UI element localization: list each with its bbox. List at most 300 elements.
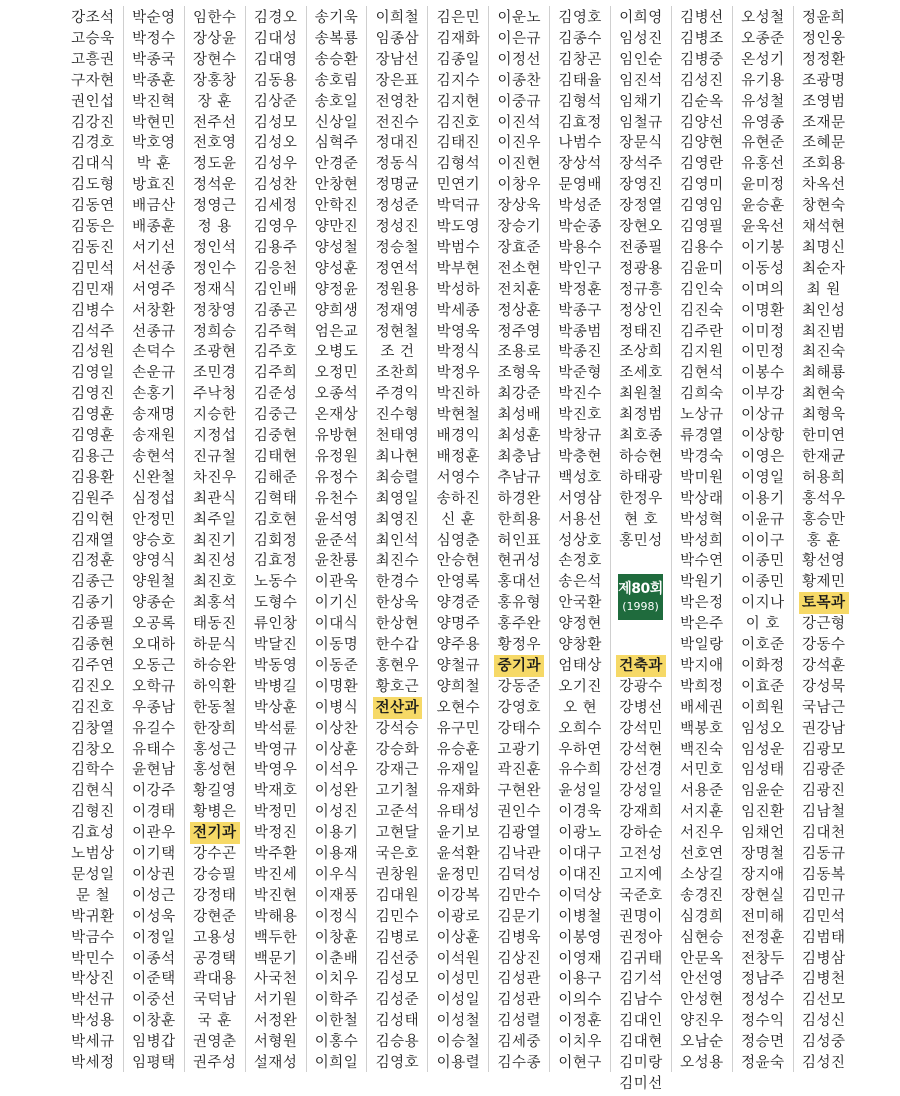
name-entry: 조영범 <box>801 93 846 110</box>
name-entry: 임종삼 <box>375 30 420 47</box>
name-entry: 이승철 <box>436 1034 481 1051</box>
name-entry: 김영필 <box>680 219 724 235</box>
name-entry: 정동식 <box>375 156 420 173</box>
name-entry: 이윤규 <box>741 511 785 528</box>
name-entry: 이은규 <box>497 30 541 47</box>
name-entry: 유성철 <box>741 93 785 110</box>
name-entry: 국은호 <box>375 846 420 862</box>
name-entry: 고광기 <box>497 741 541 758</box>
name-entry: 한희용 <box>497 511 541 528</box>
name-entry: 한재균 <box>801 448 846 465</box>
name-entry: 김용근 <box>71 448 115 465</box>
name-entry: 최진호 <box>192 574 237 591</box>
name-entry: 이종민 <box>741 574 785 591</box>
name-entry: 김형석 <box>558 93 602 110</box>
name-entry: 정석운 <box>192 177 237 194</box>
name-entry: 양성훈 <box>314 260 359 277</box>
name-entry: 양명주 <box>436 616 481 633</box>
name-entry: 차옥선 <box>801 177 846 194</box>
name-entry: 곽대용 <box>192 971 237 988</box>
name-entry: 백진숙 <box>680 741 724 758</box>
name-entry: 구현완 <box>497 783 541 800</box>
name-entry: 안경준 <box>314 156 359 173</box>
name-entry: 최승렬 <box>375 469 420 486</box>
name-entry: 박석륜 <box>253 720 298 737</box>
name-entry: 김진숙 <box>680 302 724 319</box>
name-entry: 고현달 <box>375 825 420 842</box>
name-entry: 유태수 <box>132 741 176 758</box>
name-entry: 국남근 <box>801 699 846 716</box>
name-entry: 장현오 <box>619 219 663 235</box>
name-entry: 이강복 <box>436 887 481 904</box>
name-entry: 우종남 <box>132 699 176 716</box>
name-entry: 이석원 <box>436 950 481 967</box>
name-entry: 박달진 <box>253 637 298 653</box>
name-entry: 윤찬룡 <box>314 553 359 570</box>
name-entry: 오성철 <box>741 10 785 26</box>
name-entry: 박덕규 <box>436 198 481 215</box>
name-entry: 이재풍 <box>314 887 359 904</box>
name-entry: 황길영 <box>192 783 237 800</box>
name-entry: 박세규 <box>71 1034 115 1051</box>
name-entry: 장상욱 <box>497 198 541 215</box>
name-entry: 임병갑 <box>132 1034 176 1051</box>
name-entry: 하익환 <box>192 678 237 695</box>
department-label: 중기과 <box>494 655 544 677</box>
name-entry: 정원용 <box>375 281 420 298</box>
name-entry: 임진석 <box>619 72 663 89</box>
name-entry: 김영훈 <box>71 407 115 424</box>
name-entry: 김광모 <box>801 741 846 758</box>
roster-column <box>368 6 429 1072</box>
name-entry: 김미랑 <box>619 1055 663 1071</box>
name-entry: 윤석영 <box>314 511 359 528</box>
name-entry: 최진숙 <box>801 344 846 361</box>
name-entry: 이대구 <box>558 846 602 862</box>
name-entry: 김종근 <box>71 574 115 591</box>
name-entry: 임한수 <box>192 10 237 26</box>
name-entry: 배정훈 <box>436 448 481 465</box>
name-entry: 최 원 <box>806 281 841 298</box>
name-entry: 김성준 <box>375 992 420 1009</box>
name-entry: 서선종 <box>132 260 176 277</box>
name-entry: 민연기 <box>436 177 481 194</box>
name-entry: 임채언 <box>741 825 785 842</box>
name-entry: 우하연 <box>558 741 602 758</box>
name-entry: 차진우 <box>192 469 237 486</box>
name-entry: 조혜문 <box>801 135 846 152</box>
name-entry: 안영록 <box>436 574 481 591</box>
name-entry: 이희철 <box>375 10 420 26</box>
name-entry: 김회정 <box>253 532 298 549</box>
name-entry: 오동근 <box>132 657 176 674</box>
name-entry: 이용기 <box>314 825 359 842</box>
name-entry: 최진범 <box>801 323 846 340</box>
name-entry: 손정호 <box>558 553 602 570</box>
name-entry: 황정우 <box>497 637 541 653</box>
name-entry: 김익현 <box>71 511 115 528</box>
name-entry: 이창우 <box>497 177 541 194</box>
name-entry: 송재명 <box>132 407 176 424</box>
name-entry: 안성현 <box>680 992 724 1009</box>
name-entry: 최영진 <box>375 511 420 528</box>
name-entry: 이준택 <box>132 971 176 988</box>
name-entry: 황호근 <box>375 678 420 695</box>
name-entry: 선호연 <box>680 846 724 862</box>
name-entry: 권주성 <box>192 1055 237 1071</box>
name-entry: 김진오 <box>71 678 115 695</box>
name-entry: 이부강 <box>741 386 785 403</box>
name-entry: 주경익 <box>375 386 420 403</box>
name-entry: 김종기 <box>71 595 115 612</box>
name-entry: 박종구 <box>558 302 602 319</box>
name-entry: 강승필 <box>192 866 237 883</box>
name-entry: 김영임 <box>680 198 724 215</box>
name-entry: 강석훈 <box>801 657 846 674</box>
roster-column <box>794 6 854 1072</box>
name-entry: 조광현 <box>192 344 237 361</box>
name-entry: 홍 훈 <box>806 532 841 549</box>
name-entry: 이영은 <box>741 448 785 465</box>
name-entry: 김준성 <box>253 386 298 403</box>
name-entry: 김지수 <box>436 72 481 89</box>
name-entry: 박현민 <box>132 114 176 131</box>
name-entry: 김성원 <box>71 344 115 361</box>
name-entry: 정연석 <box>375 260 420 277</box>
department-label: 전기과 <box>190 822 240 844</box>
name-entry: 이강주 <box>132 783 176 800</box>
name-entry: 박재호 <box>253 783 298 800</box>
name-entry: 이 호 <box>745 616 780 633</box>
name-entry: 박세정 <box>71 1055 115 1071</box>
name-entry: 김도형 <box>71 177 115 194</box>
name-entry: 이동준 <box>314 657 359 674</box>
name-entry: 최나현 <box>375 448 420 465</box>
name-entry: 장 훈 <box>197 93 232 110</box>
name-entry: 김민수 <box>375 908 420 925</box>
name-entry: 김주란 <box>680 323 724 340</box>
name-entry: 손덕수 <box>132 344 176 361</box>
roster-column <box>611 6 672 1092</box>
name-entry: 김창열 <box>71 720 115 737</box>
name-entry: 이희원 <box>741 699 785 716</box>
name-entry: 조세호 <box>619 365 663 382</box>
name-entry: 윤성일 <box>558 783 602 800</box>
name-entry: 김대영 <box>253 51 298 68</box>
name-entry: 김수종 <box>497 1055 541 1071</box>
name-entry: 김진호 <box>436 114 481 131</box>
name-entry: 김만수 <box>497 887 541 904</box>
name-entry: 이성완 <box>314 783 359 800</box>
name-entry: 김중현 <box>253 428 298 444</box>
name-entry: 홍승만 <box>801 511 846 528</box>
name-entry: 최원철 <box>619 386 663 403</box>
name-entry: 김형석 <box>436 156 481 173</box>
name-entry: 신완철 <box>132 469 176 486</box>
name-entry: 유수희 <box>558 762 602 779</box>
name-entry: 양희철 <box>436 678 481 695</box>
name-entry: 최홍석 <box>192 595 237 612</box>
name-entry: 이동명 <box>314 637 359 653</box>
name-entry: 최충남 <box>497 448 541 465</box>
name-entry: 이희영 <box>619 10 663 26</box>
name-entry: 서진우 <box>680 825 724 842</box>
name-entry: 전치훈 <box>497 281 541 298</box>
name-entry: 박진하 <box>436 386 481 403</box>
name-entry: 배세권 <box>680 699 724 716</box>
name-entry: 윤기보 <box>436 825 481 842</box>
name-entry: 김성렬 <box>497 1013 541 1030</box>
name-entry: 김병삼 <box>801 950 846 967</box>
name-entry: 오종준 <box>741 30 785 47</box>
name-entry: 김상진 <box>497 950 541 967</box>
name-entry: 이성철 <box>436 1013 481 1030</box>
name-entry: 이대진 <box>558 866 602 883</box>
name-entry: 권인섭 <box>71 93 115 110</box>
name-entry: 정현철 <box>375 323 420 340</box>
name-entry: 김석주 <box>71 323 115 340</box>
name-entry: 김순옥 <box>680 93 724 110</box>
name-entry: 서영주 <box>132 281 176 298</box>
name-entry: 강승화 <box>375 741 420 758</box>
name-entry: 심경희 <box>680 908 724 925</box>
name-entry: 유구민 <box>436 720 481 737</box>
name-entry: 양경준 <box>436 595 481 612</box>
name-entry: 이며의 <box>741 281 785 298</box>
name-entry: 임성오 <box>741 720 785 737</box>
name-entry: 권정아 <box>619 929 663 946</box>
name-entry: 유현준 <box>741 135 785 152</box>
roster-column <box>124 6 185 1072</box>
name-entry: 장문식 <box>619 135 663 152</box>
name-entry: 권인수 <box>497 804 541 821</box>
name-entry: 이병식 <box>314 699 359 716</box>
name-entry: 강석현 <box>619 741 663 758</box>
name-entry: 유재화 <box>436 783 481 800</box>
name-entry: 김주연 <box>71 657 115 674</box>
name-entry: 전진수 <box>375 114 420 131</box>
name-entry: 고흥권 <box>71 51 115 68</box>
name-entry: 이성일 <box>436 992 481 1009</box>
name-entry: 김민석 <box>71 260 115 277</box>
name-entry: 윤미정 <box>741 177 785 194</box>
name-entry: 박원기 <box>680 574 724 591</box>
name-entry: 손홍기 <box>132 386 176 403</box>
name-entry: 오병도 <box>314 344 359 361</box>
name-entry: 박진세 <box>253 866 298 883</box>
name-entry: 사국천 <box>253 971 298 988</box>
name-entry: 정창영 <box>192 302 237 319</box>
name-entry: 백성호 <box>558 469 602 486</box>
name-entry: 임평택 <box>132 1055 176 1071</box>
name-entry: 강정태 <box>192 887 237 904</box>
name-entry: 김태현 <box>253 448 298 465</box>
name-entry: 양창환 <box>558 637 602 653</box>
name-entry: 김해준 <box>253 469 298 486</box>
name-entry: 김범태 <box>801 929 846 946</box>
name-entry: 김윤미 <box>680 260 724 277</box>
name-entry: 김병천 <box>801 971 846 988</box>
name-entry: 박상훈 <box>253 699 298 716</box>
name-entry: 문영배 <box>558 177 602 194</box>
name-entry: 김용주 <box>253 239 298 256</box>
name-entry: 김효성 <box>71 825 115 842</box>
roster-column <box>185 6 246 1072</box>
name-entry: 전소현 <box>497 260 541 277</box>
name-entry: 김광진 <box>801 783 846 800</box>
name-entry: 박정우 <box>436 365 481 382</box>
name-entry: 이명환 <box>741 302 785 319</box>
name-entry: 안국환 <box>558 595 602 612</box>
name-entry: 김문기 <box>497 908 541 925</box>
name-entry: 윤준석 <box>314 532 359 549</box>
name-entry: 최주일 <box>192 511 237 528</box>
name-entry: 임채기 <box>619 93 663 110</box>
name-entry: 오현수 <box>436 699 481 716</box>
session-year: (1998) <box>622 600 659 614</box>
name-entry: 장현실 <box>741 887 785 904</box>
name-entry: 곽진훈 <box>497 762 541 779</box>
name-entry: 이진현 <box>497 156 541 173</box>
name-entry: 고준석 <box>375 804 420 821</box>
name-entry: 박정식 <box>436 344 481 361</box>
name-entry: 박수연 <box>680 553 724 570</box>
name-entry: 강선경 <box>619 762 663 779</box>
name-entry: 정상훈 <box>497 302 541 319</box>
name-entry: 장정열 <box>619 198 663 215</box>
name-entry: 백문기 <box>253 950 298 967</box>
name-entry: 황선영 <box>801 553 846 570</box>
session-badge <box>618 574 663 620</box>
name-entry: 정영근 <box>192 198 237 215</box>
name-entry: 이영재 <box>558 950 602 967</box>
name-entry: 이기신 <box>314 595 359 612</box>
name-entry: 홍석우 <box>801 490 846 507</box>
name-entry: 김성찬 <box>253 177 298 194</box>
name-entry: 김동용 <box>253 72 298 89</box>
name-entry: 이상권 <box>132 866 176 883</box>
name-entry: 안선영 <box>680 971 724 988</box>
name-entry: 서창환 <box>132 302 176 319</box>
name-entry: 서용준 <box>680 783 724 800</box>
name-entry: 최진기 <box>192 532 237 549</box>
name-entry: 유승훈 <box>436 741 481 758</box>
name-entry: 김광열 <box>497 825 541 842</box>
name-entry: 김대인 <box>619 1013 663 1030</box>
name-entry: 유홍선 <box>741 156 785 173</box>
name-entry: 허인표 <box>497 532 541 549</box>
name-entry: 유재일 <box>436 762 481 779</box>
name-entry: 윤현남 <box>132 762 176 779</box>
name-entry: 김현석 <box>680 365 724 382</box>
name-entry: 김지현 <box>436 93 481 110</box>
name-entry: 박상래 <box>680 490 724 507</box>
name-entry: 현 호 <box>623 511 659 528</box>
name-entry: 박귀환 <box>71 908 115 925</box>
name-entry: 김귀태 <box>619 950 663 967</box>
name-entry: 박도영 <box>436 219 481 235</box>
name-entry: 이용재 <box>314 846 359 862</box>
name-entry: 창현숙 <box>801 198 846 215</box>
roster-column <box>246 6 307 1072</box>
name-entry: 오성용 <box>680 1055 724 1071</box>
name-entry: 고승욱 <box>71 30 115 47</box>
name-entry: 이성욱 <box>132 908 176 925</box>
name-entry: 장현수 <box>192 51 237 68</box>
name-entry: 김병중 <box>680 51 724 68</box>
name-entry: 이덕상 <box>558 887 602 904</box>
name-entry: 김양선 <box>680 114 724 131</box>
name-entry: 오정민 <box>314 365 359 382</box>
name-entry: 한경수 <box>375 574 420 591</box>
name-entry: 정재식 <box>192 281 237 298</box>
name-entry: 박진수 <box>558 386 602 403</box>
name-entry: 박종범 <box>558 323 602 340</box>
name-entry: 박성용 <box>71 1013 115 1030</box>
name-entry: 박일랑 <box>680 637 724 653</box>
name-entry: 정인석 <box>192 239 237 256</box>
name-entry: 강현준 <box>192 908 237 925</box>
name-entry: 태동진 <box>192 616 237 633</box>
name-entry: 고지예 <box>619 866 663 883</box>
name-entry: 서기선 <box>132 239 176 256</box>
name-entry: 이광노 <box>558 825 602 842</box>
name-entry: 박충현 <box>558 448 602 465</box>
name-entry: 김동규 <box>801 846 846 862</box>
name-entry: 김성모 <box>375 971 420 988</box>
name-entry: 양종순 <box>132 595 176 612</box>
name-entry: 최호종 <box>619 428 663 444</box>
name-entry: 박성준 <box>558 198 602 215</box>
name-entry: 장석주 <box>619 156 663 173</box>
name-entry: 장홍창 <box>192 72 237 89</box>
name-entry: 이성진 <box>314 804 359 821</box>
department-label: 건축과 <box>616 655 666 677</box>
name-entry: 한상욱 <box>375 595 420 612</box>
name-entry: 조 건 <box>380 344 415 361</box>
name-entry: 김영우 <box>253 219 298 235</box>
name-entry: 박인구 <box>558 260 602 277</box>
name-entry: 김응천 <box>253 260 298 277</box>
name-entry: 정규흥 <box>619 281 663 298</box>
name-entry: 박정진 <box>253 825 298 842</box>
name-entry: 유길수 <box>132 720 176 737</box>
name-entry: 서민호 <box>680 762 724 779</box>
name-entry: 이학주 <box>314 992 359 1009</box>
name-entry: 박세종 <box>436 302 481 319</box>
name-entry: 김재화 <box>436 30 481 47</box>
name-entry: 김기석 <box>619 971 663 988</box>
name-entry: 정인수 <box>192 260 237 277</box>
session-title: 제80회 <box>618 581 663 598</box>
name-entry: 이홍수 <box>314 1034 359 1051</box>
name-entry: 박종진 <box>558 344 602 361</box>
name-entry: 설재성 <box>253 1055 298 1071</box>
name-entry: 유기용 <box>741 72 785 89</box>
name-entry: 안문옥 <box>680 950 724 967</box>
name-entry: 진수형 <box>375 407 420 424</box>
name-entry: 김민규 <box>801 887 846 904</box>
name-entry: 송하진 <box>436 490 481 507</box>
name-entry: 강광수 <box>619 678 663 695</box>
name-entry: 이용구 <box>558 971 602 988</box>
name-entry: 김덕성 <box>497 866 541 883</box>
name-entry: 유정원 <box>314 448 359 465</box>
name-entry: 조찬희 <box>375 365 420 382</box>
name-entry: 박상진 <box>71 971 115 988</box>
name-entry: 박진혁 <box>132 93 176 110</box>
name-entry: 이명환 <box>314 678 359 695</box>
